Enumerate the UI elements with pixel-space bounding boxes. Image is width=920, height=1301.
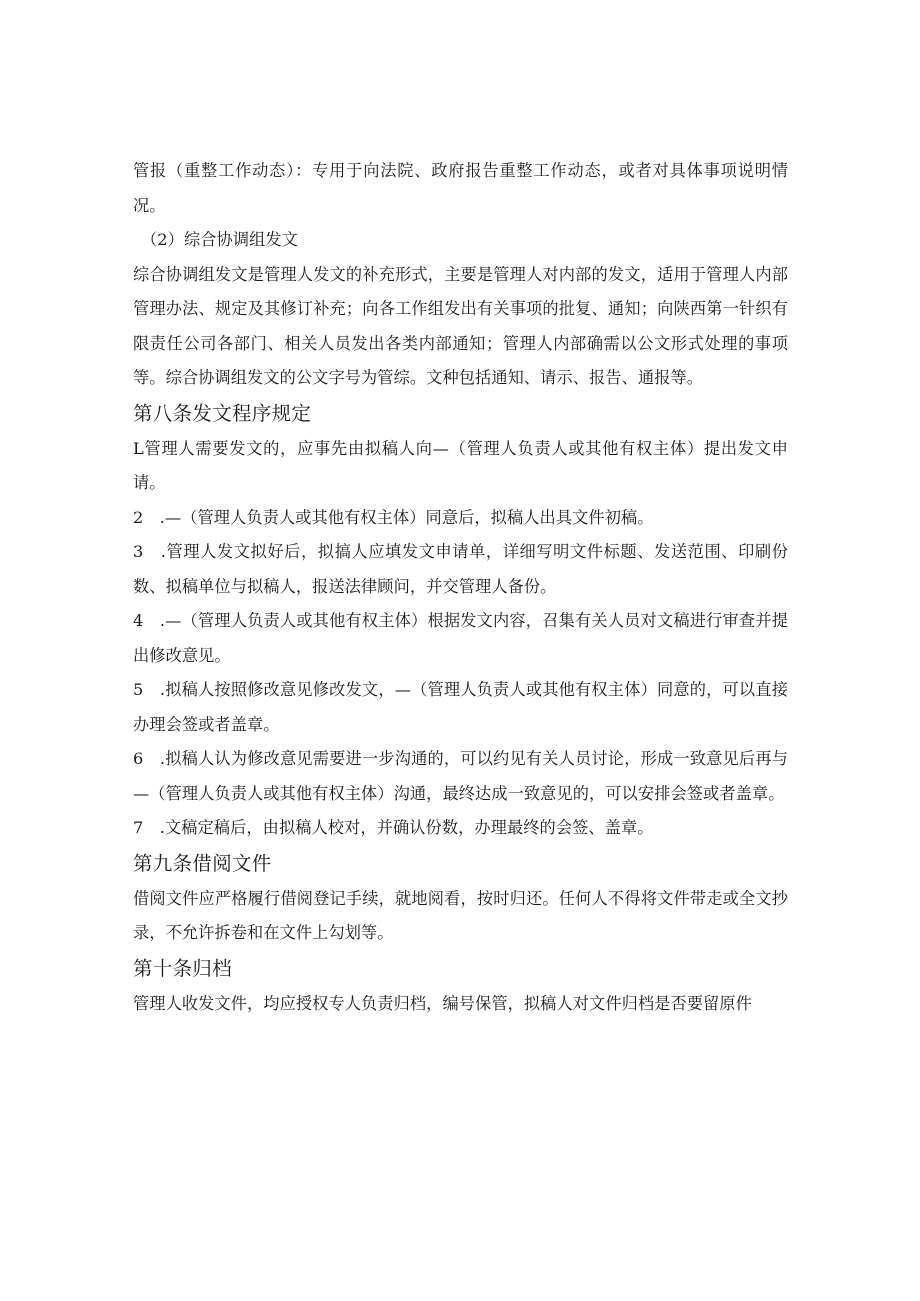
article-8-item-4: 4 .—（管理人负责人或其他有权主体）根据发文内容，召集有关人员对文稿进行审查并提出修改意见。 (133, 611, 788, 665)
paragraph-guanbao: 管报（重整工作动态）：专用于向法院、政府报告重整工作动态，或者对具体事项说明情况。 (133, 161, 788, 215)
article-9-heading: 第九条借阅文件 (133, 851, 272, 875)
article-8-item-7: 7 .文稿定稿后，由拟稿人校对，并确认份数，办理最终的会签、盖章。 (133, 818, 654, 837)
document-body (133, 154, 788, 1021)
article-8-item-2: 2 .—（管理人负责人或其他有权主体）同意后，拟稿人出具文件初稿。 (133, 507, 654, 527)
article-10-body: 管理人收发文件，均应授权专人负责归档，编号保管，拟稿人对文件归档是否要留原件 (133, 993, 752, 1013)
article-8-item-6: 6 .拟稿人认为修改意见需要进一步沟通的，可以约见有关人员讨论，形成一致意见后再与—（管理人负责人或其他有权主体）沟通，最终达成一致意见的，可以安排会签或者盖章。 (133, 749, 788, 803)
paragraph-general-coordination: 综合协调组发文是管理人发文的补充形式，主要是管理人对内部的发文，适用于管理人内部管理办法、规定及其修订补充；向各工作组发出有关事项的批复、通知；向陕西第一针织有限责任公司各部门、相关人员发出各类内部通知；管理人内部确需以公文形式处理的事项等。综合协调组发文的公文字号为管综。文种包括通知、请示、报告、通报等。 (133, 264, 788, 387)
article-8-item-1: L管理人需要发文的，应事先由拟稿人向—（管理人负责人或其他有权主体）提出发文申请。 (133, 438, 788, 492)
article-8-heading: 第八条发文程序规定 (133, 401, 312, 425)
article-8-item-5: 5 .拟稿人按照修改意见修改发文，—（管理人负责人或其他有权主体）同意的，可以直接办理会签或者盖章。 (133, 680, 788, 734)
subsection-title-general-coordination: （2）综合协调组发文 (141, 230, 298, 249)
article-10-heading: 第十条归档 (133, 956, 233, 980)
article-9-body: 借阅文件应严格履行借阅登记手续，就地阅看，按时归还。任何人不得将文件带走或全文抄录，不允许拆卷和在文件上勾划等。 (133, 888, 788, 942)
article-8-item-3: 3 .管理人发文拟好后，拟搞人应填发文申请单，详细写明文件标题、发送范围、印刷份数、拟稿单位与拟稿人，报送法律顾问，并交管理人备份。 (133, 542, 788, 596)
